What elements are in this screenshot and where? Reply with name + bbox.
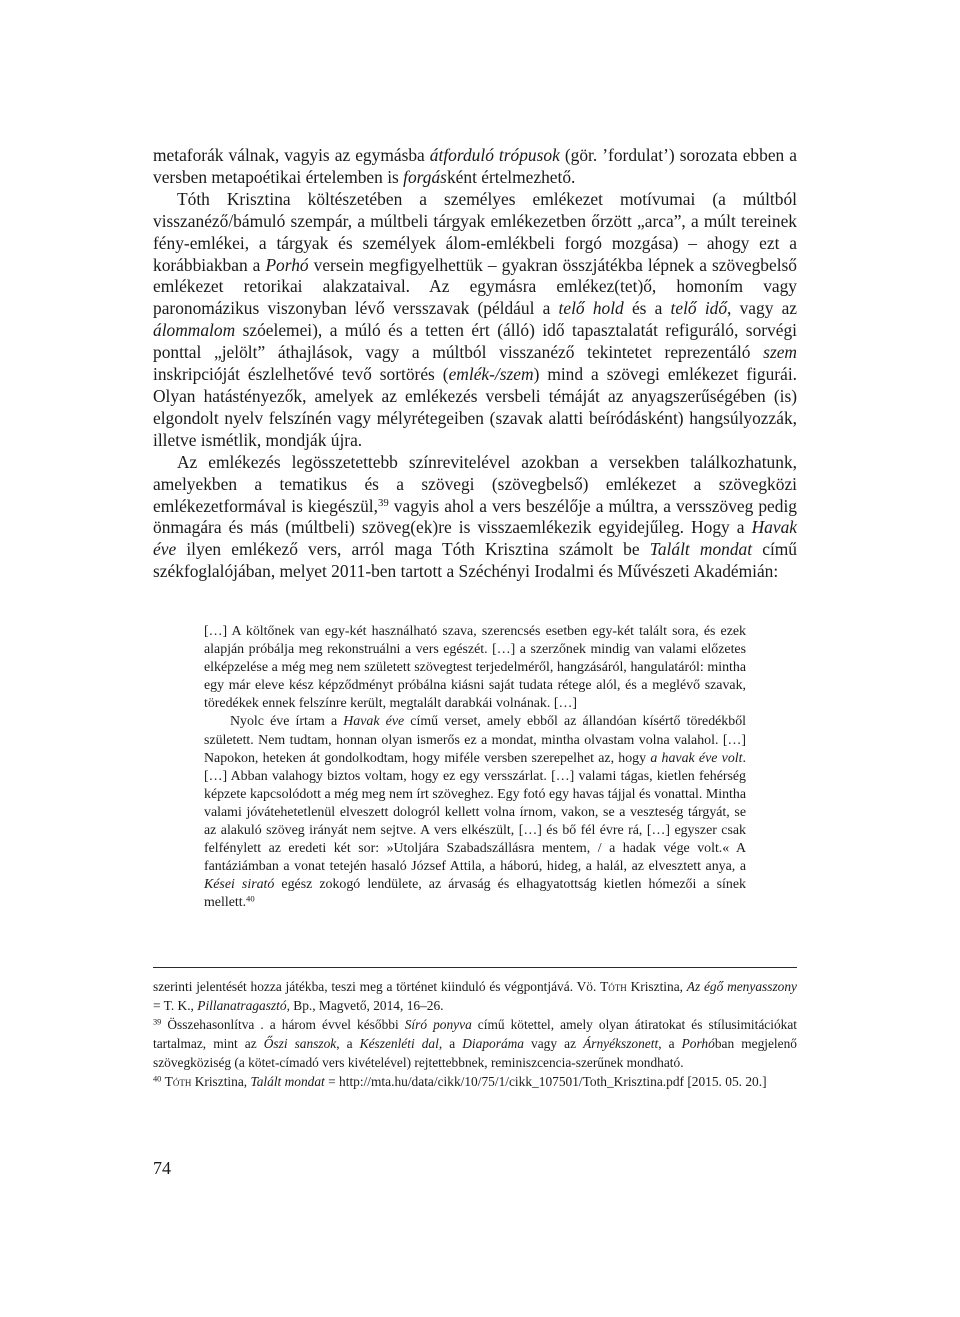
italic-title: Porhó [681,1036,715,1051]
text-span: című verset, amely ebből az állandóan kísértő töredékből született. Nem tudtam, honnan olyan ismerős ez a mondat, mintha olvastam volna valahol. […] Napokon, heteken át gondolkodtam, hogy miféle versben szerepelhet az, hogy [204,714,747,766]
italic-title: Az égő menyasszony [686,979,797,994]
text-span: metaforák válnak, vagyis az egymásba [153,145,430,165]
footnote-divider [153,967,797,968]
text-span: című kötettel, amely olyan átiratokat és stílusimitációkat tartalmaz, mint az [153,1017,798,1051]
italic-term: forgás [403,166,447,187]
footnote-40 [153,1072,797,1091]
text-span: Nyolc éve írtam a [230,714,344,730]
text-span: ilyen emlékező vers, arról maga Tóth Krisztina számolt be [176,539,650,560]
italic-phrase: a havak éve volt [650,750,743,766]
main-text [153,145,797,583]
text-span: , Bp., Magvető, 2014, 16–26. [286,998,444,1013]
paragraph-1 [153,145,797,189]
italic-title: Pillanatragasztó [197,998,287,1013]
text-span: szóelemei), a múló és a tetten ért (álló) idő tapasztalatát refiguráló, sorvégi ponttal „jelölt” áthajlások, vagy a múltból visszanéző tekintetet reprezentáló [153,320,797,363]
footnote-number: 39 [153,1017,162,1027]
text-span: ) mind a szövegi emlékezet figurái. Olyan hatástényezők, amelyek az emlékezés versbeli témáját az anyagszerűségében (is) elgondolt nyelv felszínén vagy mélyrétegeiben (szavak alatti beíródásként) hangsúlyozzák, illetve ismétlik, mondják újra. [153,364,797,450]
italic-title: Őszi sanszok [263,1036,337,1051]
text-span: Az emlékezés legösszetettebb színrevitelével azokban a versekben találkozhatunk, amelyekben a tematikus és a szövegi (szövegbelső) emlékezet a szövegközi emlékezetformával is kiegészül, [153,451,797,516]
italic-title: Kései sirató [204,877,275,893]
text-span: […] A költőnek van egy-két használható szava, szerencsés esetben egy-két talált sora, és ezek alapján próbálja meg rekonstruálni a vers egészét. […] a szerzőnek mindig van valami előzetes elképzelése a még meg nem született szövegtest terjedelméről, hangzásáról, hangulatáról: mintha egy már eleve kész képződményt próbálna kiásni saját tudata rétege alól, és a meglévő szavak, töredékek ennek felszínre került, megtalált darabkái volnának. […] [204,624,746,712]
paragraph-2 [153,189,797,452]
text-span: Tóth Krisztina költészetében a személyes emlékezet motívumai (a múltból visszanéző/bámuló szempár, a múltbeli tárgyak emlékezetben őrzött „arca”, a múlt tereinek fény-emlékei, a tárgyak és személyek álom-emlékbeli forgó mozgása) – ahogy ezt a korábbiakban a [153,188,797,275]
text-span: versein megfigyelhettük – gyakran összjátékba lépnek a szövegbelső emlékezet retorikai alakzataival. Az egymásra emlékez(tet)ő, homoním vagy paronomázikus viszonyban lévő versszavak (például a [153,254,797,319]
text-span: , a [438,1036,463,1051]
paragraph-3 [153,452,797,583]
text-span: vagy az [524,1036,584,1051]
block-quote [204,623,746,913]
italic-title: Talált mondat [649,539,753,560]
text-span: szerinti jelentését hozza játékba, teszi meg a történet kiinduló és végpontjává. Vö. [153,979,601,994]
text-span: és a [623,298,671,319]
reference-url: = http://mta.hu/data/cikk/10/75/1/cikk_107501/Toth_Krisztina.pdf [2015. 05. 20.] [324,1074,767,1089]
page-number: 74 [153,1158,171,1178]
italic-title: Síró ponyva [404,1017,472,1032]
italic-term: álommalom [153,320,236,341]
author-name: Tóth [600,979,627,994]
quote-paragraph-2 [204,713,746,912]
italic-term: Porhó [265,254,309,275]
italic-term: telő idő [670,298,728,319]
text-span: . […] Abban valahogy biztos voltam, hogy ez egy versszárlat. […] valami tágas, kietlen fehérség képzete kapcsolódott a még meg nem írt szöveghez. Egy fotó egy havas tájjal és vonattal. Mintha valami jóvátehetetlenül elveszett dologról kellett volna írnom, vakon, se a veszteség tárgyát, se az alakuló szöveg irányát nem sejtve. A vers elkészült, […] és bő fél évre rá, […] egyszer csak felfénylett az eredeti két sor: »Utoljára Szabadszállásra mentem, / a hadak vége volt.« A fantáziámban a vonat tetején hasaló József Attila, a háború, hideg, a halál, az elvesztett anya, a [204,750,746,875]
footnotes [153,977,797,1091]
footnote-number: 40 [153,1074,162,1084]
text-span: című székfoglalójában, melyet 2011-ben tartott a Széchényi Irodalmi és Művészeti Akadémián: [153,539,797,582]
italic-title: Havak éve [153,517,797,560]
italic-term: átforduló trópusok [429,145,560,165]
text-span: Krisztina, [626,979,687,994]
text-span: , a [658,1036,682,1051]
italic-term: szem [763,342,797,363]
text-span: Összehasonlítva . a három évvel későbbi [161,1017,405,1032]
text-span: (gör. ’fordulat’) sorozata ebben a versben metapoétikai értelemben is [153,145,798,187]
text-span: ban megjelenő szövegköziség (a kötet-címadó vers kivételével) rejtettebbnek, reminiszcencia-szerűnek mondható. [153,1036,797,1070]
text-span: , a [336,1036,360,1051]
italic-title: Havak éve [343,714,405,730]
text-span: = T. K., [153,998,198,1013]
italic-title: Árnyékszonett [583,1036,659,1051]
italic-term: telő hold [558,298,624,319]
footnote-39 [153,1015,797,1072]
italic-title: Készenléti dal [359,1036,439,1051]
author-name: Tóth [164,1074,192,1089]
footnote-ref-40[interactable]: 40 [246,893,255,904]
footnote-ref-39[interactable]: 39 [377,496,389,509]
text-span: egész zokogó lendülete, az árvaság és elhagyatottság kietlen hómezői a sínek mellett. [204,877,746,911]
text-span: Krisztina, [191,1074,251,1089]
italic-title: Talált mondat [250,1074,325,1089]
text-span: inskripcióját észlelhetővé tevő sortörés ( [153,364,449,385]
footnote-continuation [153,977,797,1015]
quote-paragraph-1 [204,623,746,713]
text-span: vagyis ahol a vers beszélője a múltra, a versszöveg pedig önmagára és más (múltbeli) szöveg(ek)re is visszaemlékezik egyidejűleg. Hogy a [153,495,797,538]
italic-title: Diaporáma [462,1036,524,1051]
text-span: ként értelmezhető. [446,166,576,187]
italic-term: emlék-/szem [448,364,534,385]
text-span: , vagy az [727,298,798,319]
